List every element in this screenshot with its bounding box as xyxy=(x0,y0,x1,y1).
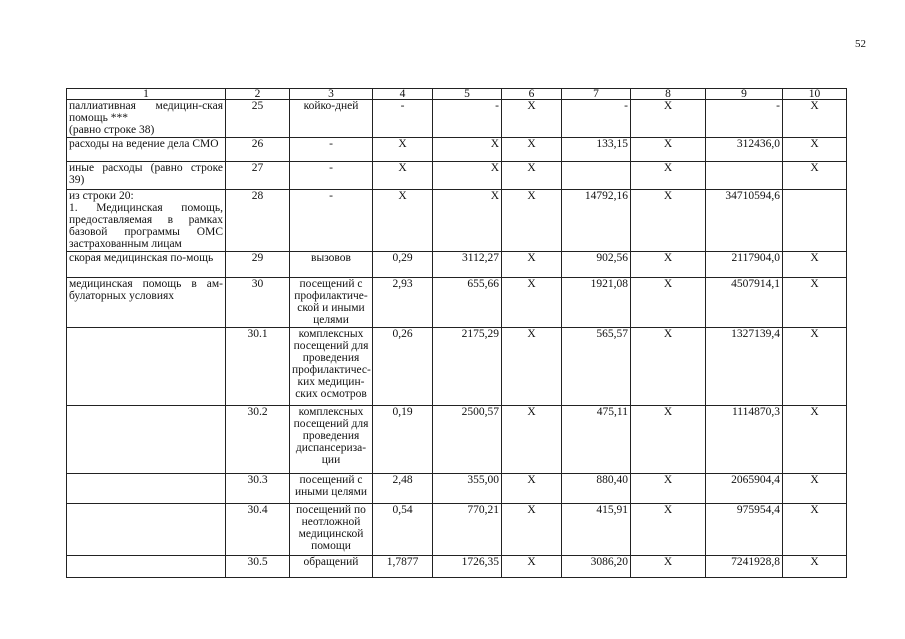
value-cell-5: - xyxy=(433,100,502,138)
row-name-cell: медицинская помощь в ам-булаторных условиях xyxy=(67,278,226,328)
row-number-cell: 30.5 xyxy=(226,556,290,578)
value-cell-6: X xyxy=(502,278,562,328)
value-cell-4: 0,26 xyxy=(373,328,433,406)
value-cell-10: X xyxy=(783,556,847,578)
value-cell-9: 1114870,3 xyxy=(706,406,783,474)
value-cell-9: 2065904,4 xyxy=(706,474,783,504)
value-cell-9: 1327139,4 xyxy=(706,328,783,406)
value-cell-5: 3112,27 xyxy=(433,252,502,278)
unit-cell: посещений с профилактиче-ской и иными целями xyxy=(290,278,373,328)
value-cell-7: 415,91 xyxy=(562,504,631,556)
value-cell-7: 475,11 xyxy=(562,406,631,474)
value-cell-6: X xyxy=(502,190,562,252)
value-cell-9: 7241928,8 xyxy=(706,556,783,578)
value-cell-6: X xyxy=(502,504,562,556)
value-cell-9: 975954,4 xyxy=(706,504,783,556)
unit-cell: обращений xyxy=(290,556,373,578)
row-number-cell: 26 xyxy=(226,138,290,162)
header-cell-4: 4 xyxy=(373,89,433,100)
header-cell-6: 6 xyxy=(502,89,562,100)
value-cell-6: X xyxy=(502,162,562,190)
value-cell-6: X xyxy=(502,406,562,474)
value-cell-6: X xyxy=(502,328,562,406)
unit-cell: койко-дней xyxy=(290,100,373,138)
row-number-cell: 27 xyxy=(226,162,290,190)
header-cell-9: 9 xyxy=(706,89,783,100)
value-cell-7: 565,57 xyxy=(562,328,631,406)
table-row xyxy=(67,556,847,578)
row-number-cell: 30 xyxy=(226,278,290,328)
table-row xyxy=(67,328,847,406)
value-cell-10: X xyxy=(783,100,847,138)
header-cell-7: 7 xyxy=(562,89,631,100)
row-name-cell xyxy=(67,406,226,474)
value-cell-5: X xyxy=(433,162,502,190)
value-cell-8: X xyxy=(631,474,706,504)
value-cell-4: X xyxy=(373,138,433,162)
value-cell-5: 1726,35 xyxy=(433,556,502,578)
value-cell-4: 0,54 xyxy=(373,504,433,556)
unit-cell: - xyxy=(290,190,373,252)
value-cell-8: X xyxy=(631,100,706,138)
row-number-cell: 28 xyxy=(226,190,290,252)
table-row xyxy=(67,278,847,328)
value-cell-6: X xyxy=(502,252,562,278)
value-cell-8: X xyxy=(631,504,706,556)
value-cell-6: X xyxy=(502,474,562,504)
value-cell-4: X xyxy=(373,162,433,190)
value-cell-10: X xyxy=(783,406,847,474)
value-cell-8: X xyxy=(631,406,706,474)
unit-cell: вызовов xyxy=(290,252,373,278)
row-number-cell: 30.2 xyxy=(226,406,290,474)
value-cell-4: 2,48 xyxy=(373,474,433,504)
row-name-cell: паллиативная медицин-ская помощь *** (равно строке 38) xyxy=(67,100,226,138)
row-name-cell xyxy=(67,504,226,556)
value-cell-8: X xyxy=(631,556,706,578)
value-cell-7 xyxy=(562,162,631,190)
value-cell-7: - xyxy=(562,100,631,138)
table-body xyxy=(67,89,847,578)
row-name-cell xyxy=(67,474,226,504)
value-cell-5: 2500,57 xyxy=(433,406,502,474)
value-cell-5: 355,00 xyxy=(433,474,502,504)
value-cell-9: 312436,0 xyxy=(706,138,783,162)
row-name-cell: скорая медицинская по-мощь xyxy=(67,252,226,278)
value-cell-5: 655,66 xyxy=(433,278,502,328)
value-cell-10: X xyxy=(783,278,847,328)
value-cell-7: 1921,08 xyxy=(562,278,631,328)
table-row xyxy=(67,474,847,504)
data-table xyxy=(66,88,847,578)
value-cell-7: 133,15 xyxy=(562,138,631,162)
table-header-row xyxy=(67,89,847,100)
value-cell-4: 1,7877 xyxy=(373,556,433,578)
value-cell-10: X xyxy=(783,504,847,556)
table-row xyxy=(67,406,847,474)
unit-cell: - xyxy=(290,162,373,190)
table-row xyxy=(67,190,847,252)
header-cell-8: 8 xyxy=(631,89,706,100)
table-row xyxy=(67,138,847,162)
value-cell-6: X xyxy=(502,138,562,162)
unit-cell: посещений по неотложной медицинской помощи xyxy=(290,504,373,556)
table-row xyxy=(67,252,847,278)
value-cell-7: 880,40 xyxy=(562,474,631,504)
unit-cell: комплексных посещений для проведения профилактичес-ких медицин-ских осмотров xyxy=(290,328,373,406)
value-cell-9: 4507914,1 xyxy=(706,278,783,328)
unit-cell: комплексных посещений для проведения диспансериза-ции xyxy=(290,406,373,474)
value-cell-9: - xyxy=(706,100,783,138)
value-cell-8: X xyxy=(631,162,706,190)
header-cell-10: 10 xyxy=(783,89,847,100)
value-cell-8: X xyxy=(631,328,706,406)
unit-cell: посещений с иными целями xyxy=(290,474,373,504)
row-number-cell: 25 xyxy=(226,100,290,138)
value-cell-10: X xyxy=(783,328,847,406)
row-name-cell: расходы на ведение дела СМО xyxy=(67,138,226,162)
header-cell-1: 1 xyxy=(67,89,226,100)
row-number-cell: 30.1 xyxy=(226,328,290,406)
value-cell-9: 2117904,0 xyxy=(706,252,783,278)
value-cell-4: 2,93 xyxy=(373,278,433,328)
value-cell-5: X xyxy=(433,138,502,162)
table-row xyxy=(67,504,847,556)
value-cell-8: X xyxy=(631,278,706,328)
value-cell-8: X xyxy=(631,138,706,162)
table-row xyxy=(67,100,847,138)
header-cell-2: 2 xyxy=(226,89,290,100)
value-cell-4: 0,19 xyxy=(373,406,433,474)
value-cell-8: X xyxy=(631,190,706,252)
table-row xyxy=(67,162,847,190)
row-name-cell: иные расходы (равно строке 39) xyxy=(67,162,226,190)
row-number-cell: 29 xyxy=(226,252,290,278)
row-number-cell: 30.4 xyxy=(226,504,290,556)
value-cell-8: X xyxy=(631,252,706,278)
unit-cell: - xyxy=(290,138,373,162)
value-cell-4: - xyxy=(373,100,433,138)
value-cell-10 xyxy=(783,190,847,252)
value-cell-9 xyxy=(706,162,783,190)
value-cell-4: X xyxy=(373,190,433,252)
value-cell-4: 0,29 xyxy=(373,252,433,278)
value-cell-6: X xyxy=(502,100,562,138)
value-cell-10: X xyxy=(783,138,847,162)
header-cell-3: 3 xyxy=(290,89,373,100)
value-cell-5: X xyxy=(433,190,502,252)
value-cell-10: X xyxy=(783,252,847,278)
value-cell-9: 34710594,6 xyxy=(706,190,783,252)
page-number: 52 xyxy=(855,38,866,50)
row-number-cell: 30.3 xyxy=(226,474,290,504)
value-cell-5: 2175,29 xyxy=(433,328,502,406)
value-cell-7: 14792,16 xyxy=(562,190,631,252)
value-cell-10: X xyxy=(783,474,847,504)
value-cell-7: 902,56 xyxy=(562,252,631,278)
value-cell-7: 3086,20 xyxy=(562,556,631,578)
value-cell-5: 770,21 xyxy=(433,504,502,556)
value-cell-6: X xyxy=(502,556,562,578)
row-name-cell: из строки 20: 1. Медицинская помощь, предоставляемая в рамках базовой программы ОМС застрахованным лицам xyxy=(67,190,226,252)
header-cell-5: 5 xyxy=(433,89,502,100)
value-cell-10: X xyxy=(783,162,847,190)
row-name-cell xyxy=(67,328,226,406)
row-name-cell xyxy=(67,556,226,578)
